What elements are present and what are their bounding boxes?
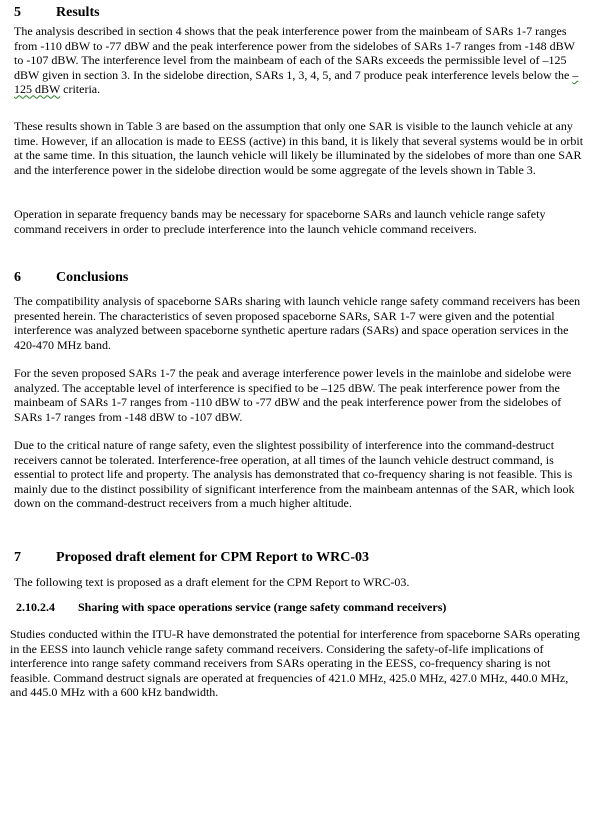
results-paragraph-3 (14, 207, 584, 236)
subsection-paragraph (10, 627, 586, 700)
subsection-title: Sharing with space operations service (range safety command receivers) (78, 600, 447, 614)
proposed-paragraph (14, 575, 584, 590)
subsection-heading (16, 600, 446, 614)
conclusions-paragraph-2 (14, 366, 584, 424)
proposed-text: The following text is proposed as a draft element for the CPM Report to WRC-03. (14, 575, 410, 589)
results-paragraph-1 (14, 24, 584, 97)
results-text-c: criteria. (60, 82, 101, 97)
results-paragraph-2 (14, 119, 584, 177)
section-title: Results (56, 5, 100, 20)
subsection-text: Studies conducted within the ITU-R have demonstrated the potential for interference from spaceborne SARs operating in the EESS into launch vehicle range safety command receivers. Considering the safety-of-life implications of interference into range safety command receivers from SARs operating in the EESS, co-frequency sharing is not feasible. Command destruct signals are operated at frequencies of 421.0 MHz, 425.0 MHz, 427.0 MHz, 440.0 MHz, and 445.0 MHz with a 600 kHz bandwidth. (10, 627, 580, 700)
results-text-a: The analysis described in section 4 shows that the peak interference power from the mainbeam of SARs 1-7 ranges from -110 dBW to -77 dBW and the peak interference power from the sidelobes of SARs 1-7 ranges from -148 dBW to -107 dBW. The interference level from the mainbeam of each of the SARs exceeds the permissible level of –125 dBW given in section 3. In the sidelobe direction, SARs 1, 3, 4, 5, and 7 produce peak interference levels below the (14, 24, 575, 82)
section-heading-proposed-draft (14, 550, 369, 566)
subsection-number: 2.10.2.4 (16, 600, 55, 614)
results-text-3: Operation in separate frequency bands may be necessary for spaceborne SARs and launch vehicle range safety command receivers in order to preclude interference into the launch vehicle command receivers. (14, 207, 546, 236)
conclusions-paragraph-3 (14, 438, 584, 511)
section-number: 6 (14, 270, 21, 285)
section-heading-results (14, 5, 100, 21)
results-text-2: These results shown in Table 3 are based on the assumption that only one SAR is visible to the launch vehicle at any time. However, if an allocation is made to EESS (active) in this band, it is likely that several systems would be in orbit at the same time. In this situation, the launch vehicle will likely be illuminated by the sidelobes of more than one SAR and the interference power in the sidelobe direction would be some aggregate of the levels shown in Table 3. (14, 119, 584, 177)
section-title: Proposed draft element for CPM Report to WRC-03 (56, 550, 369, 565)
section-number: 5 (14, 5, 21, 20)
conclusions-paragraph-1 (14, 294, 584, 352)
conclusions-text-2: For the seven proposed SARs 1-7 the peak and average interference power levels in the mainlobe and sidelobe were analyzed. The acceptable level of interference is specified to be –125 dBW. The peak interference power from the mainbeam of SARs 1-7 ranges from -110 dBW to -77 dBW and the peak interference power from the sidelobes of SARs 1-7 ranges from -148 dBW to -107 dBW. (14, 366, 572, 424)
criteria-value: –125 dBW (14, 67, 579, 97)
section-heading-conclusions (14, 270, 128, 286)
section-number: 7 (14, 550, 21, 565)
conclusions-text-1: The compatibility analysis of spaceborne SARs sharing with launch vehicle range safety command receivers has been presented herein. The characteristics of seven proposed spaceborne SARs, SAR 1-7 were given and the potential interference was analyzed between spaceborne synthetic aperture radars (SARs) and space operation services in the 420-470 MHz band. (14, 294, 581, 352)
section-title: Conclusions (56, 270, 129, 285)
conclusions-text-3: Due to the critical nature of range safety, even the slightest possibility of interference into the command-destruct receivers cannot be tolerated. Interference-free operation, at all times of the launch vehicle destruct command, is essential to protect life and property. The analysis has demonstrated that co-frequency sharing is not feasible. This is mainly due to the distinct possibility of significant interference from the mainbeam antennas of the SAR, which look down on the command-destruct receivers from a much higher altitude. (14, 438, 575, 511)
